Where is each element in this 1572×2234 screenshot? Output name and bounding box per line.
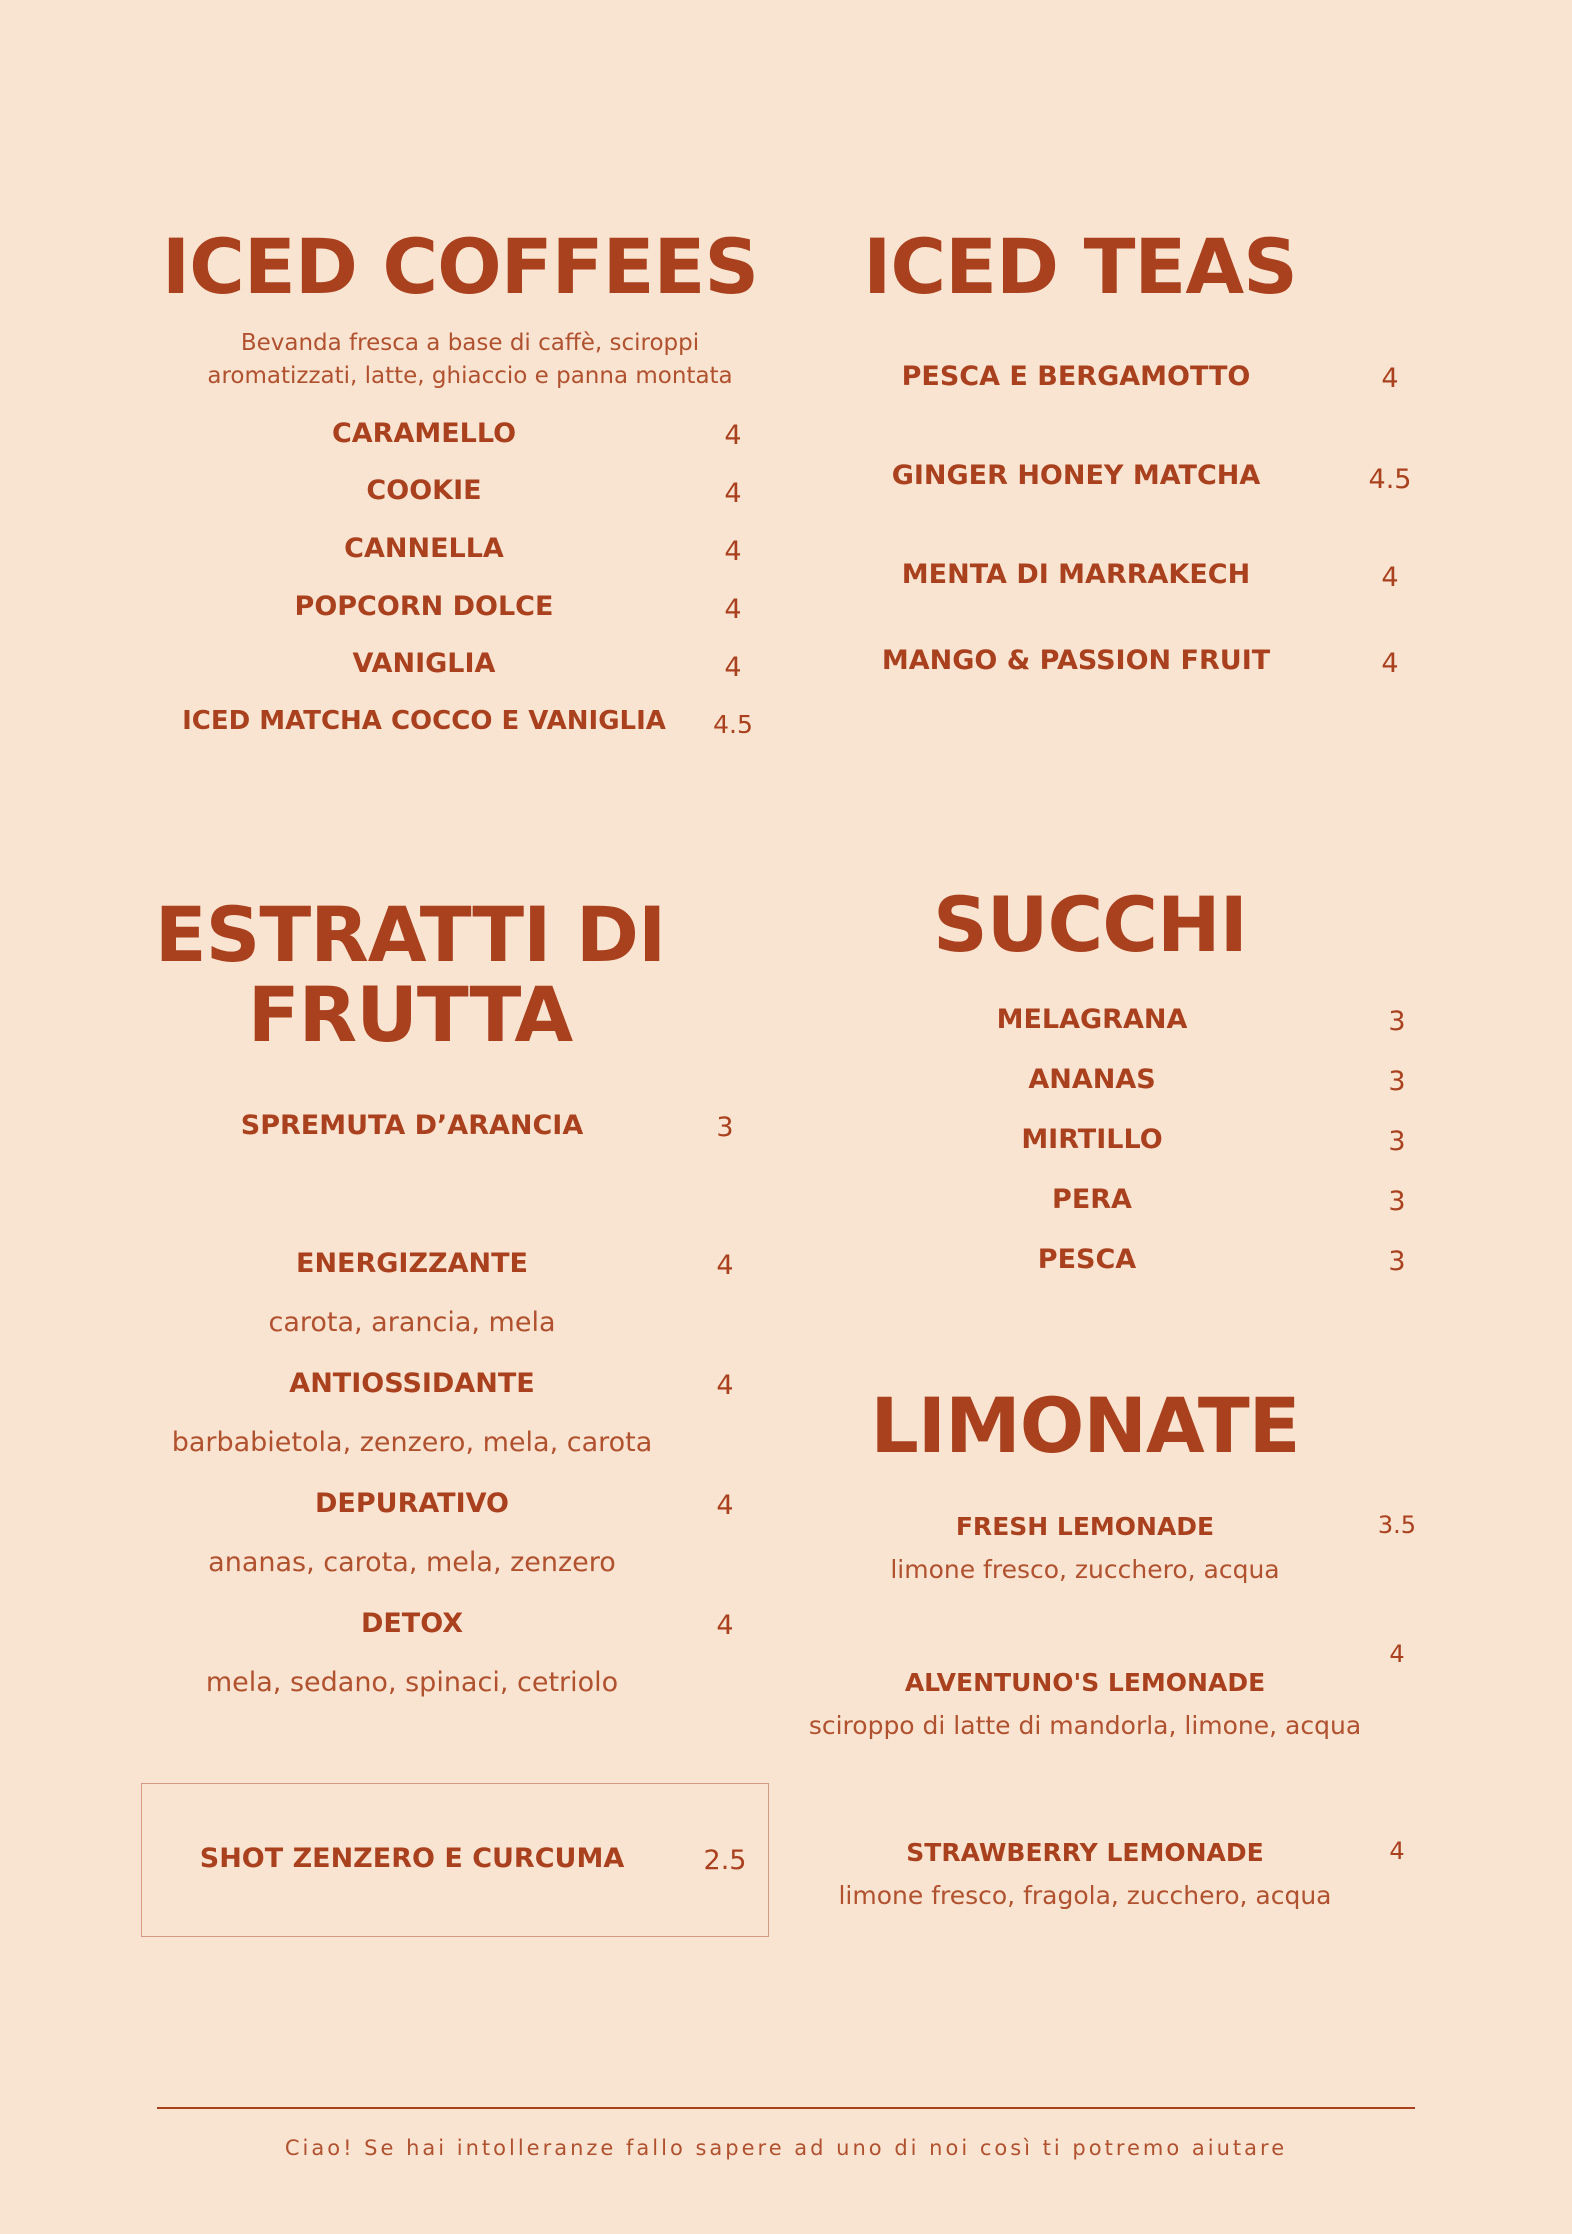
menu-item-price: 4 bbox=[724, 652, 742, 683]
menu-item-name: ANANAS bbox=[1028, 1064, 1156, 1095]
menu-item-price: 4 bbox=[1381, 648, 1399, 679]
menu-item-price: 4 bbox=[1389, 1837, 1405, 1865]
menu-item-price: 4 bbox=[1381, 562, 1399, 593]
menu-item-name: POPCORN DOLCE bbox=[294, 591, 554, 622]
menu-item-price: 4 bbox=[716, 1250, 734, 1281]
menu-item-name: MELAGRANA bbox=[996, 1004, 1188, 1035]
menu-item-price: 4 bbox=[724, 420, 742, 451]
menu-item-name: DEPURATIVO bbox=[315, 1488, 509, 1519]
menu-item-ingredients: ananas, carota, mela, zenzero bbox=[208, 1547, 616, 1578]
menu-item-name: SPREMUTA D’ARANCIA bbox=[240, 1110, 584, 1141]
menu-item-ingredients: limone fresco, zucchero, acqua bbox=[890, 1555, 1280, 1584]
menu-item-price: 4 bbox=[716, 1490, 734, 1521]
menu-item-ingredients: carota, arancia, mela bbox=[268, 1307, 556, 1338]
menu-item-price: 4 bbox=[724, 536, 742, 567]
menu-item-price: 3 bbox=[1388, 1006, 1406, 1037]
menu-item-name: CARAMELLO bbox=[331, 418, 517, 449]
menu-item-price: 3 bbox=[1388, 1246, 1406, 1277]
menu-item-price: 4 bbox=[716, 1610, 734, 1641]
menu-item-name: ICED MATCHA COCCO E VANIGLIA bbox=[182, 706, 666, 736]
footer-divider bbox=[157, 2107, 1415, 2109]
succhi-title: SUCCHI bbox=[933, 880, 1247, 969]
menu-item-price: 4 bbox=[724, 478, 742, 509]
menu-item-name: ALVENTUNO'S LEMONADE bbox=[904, 1668, 1266, 1697]
menu-item-name: VANIGLIA bbox=[352, 648, 496, 679]
estratti-title-line1: ESTRATTI DI bbox=[154, 890, 666, 979]
menu-item-name: DETOX bbox=[360, 1608, 464, 1639]
iced-coffees-title: ICED COFFEES bbox=[161, 222, 759, 311]
menu-item-name: MENTA DI MARRAKECH bbox=[901, 559, 1251, 590]
menu-item-price: 4 bbox=[724, 594, 742, 625]
iced-coffees-description: Bevanda fresca a base di caffè, sciroppi aromatizzati, latte, ghiaccio e panna montata bbox=[207, 330, 733, 389]
menu-item-name: COOKIE bbox=[366, 475, 482, 506]
menu-item-price: 4 bbox=[1389, 1640, 1405, 1668]
menu-item-name: ENERGIZZANTE bbox=[296, 1248, 528, 1279]
menu-item-name: MIRTILLO bbox=[1021, 1124, 1163, 1155]
menu-item-price: 4 bbox=[716, 1370, 734, 1401]
menu-item-price: 3 bbox=[1388, 1186, 1406, 1217]
shot-price: 2.5 bbox=[703, 1845, 747, 1876]
menu-item-name: CANNELLA bbox=[344, 533, 504, 564]
menu-item-name: PERA bbox=[1052, 1184, 1132, 1215]
menu-item-price: 4.5 bbox=[713, 710, 753, 739]
estratti-title-line2: FRUTTA bbox=[247, 970, 573, 1059]
menu-item-price: 4.5 bbox=[1368, 464, 1412, 495]
menu-item-price: 3.5 bbox=[1377, 1511, 1417, 1539]
limonate-title: LIMONATE bbox=[870, 1381, 1300, 1470]
menu-item-name: PESCA E BERGAMOTTO bbox=[901, 361, 1251, 392]
menu-item-name: ANTIOSSIDANTE bbox=[289, 1368, 535, 1399]
menu-item-price: 3 bbox=[716, 1112, 734, 1143]
menu-item-name: FRESH LEMONADE bbox=[955, 1512, 1215, 1541]
menu-item-price: 3 bbox=[1388, 1066, 1406, 1097]
menu-item-name: GINGER HONEY MATCHA bbox=[891, 460, 1261, 491]
menu-item-ingredients: limone fresco, fragola, zucchero, acqua bbox=[838, 1881, 1332, 1910]
menu-item-name: PESCA bbox=[1037, 1244, 1137, 1275]
menu-item-name: MANGO & PASSION FRUIT bbox=[881, 645, 1271, 676]
menu-item-name: STRAWBERRY LEMONADE bbox=[906, 1838, 1264, 1867]
menu-item-ingredients: sciroppo di latte di mandorla, limone, acqua bbox=[808, 1711, 1362, 1740]
menu-item-price: 4 bbox=[1381, 363, 1399, 394]
iced-teas-title: ICED TEAS bbox=[863, 222, 1297, 311]
menu-item-ingredients: barbabietola, zenzero, mela, carota bbox=[171, 1427, 653, 1458]
footer-note: Ciao! Se hai intolleranze fallo sapere ad uno di noi così ti potremo aiutare bbox=[284, 2136, 1288, 2160]
menu-item-price: 3 bbox=[1388, 1126, 1406, 1157]
menu-item-ingredients: mela, sedano, spinaci, cetriolo bbox=[205, 1667, 619, 1698]
shot-name: SHOT ZENZERO E CURCUMA bbox=[199, 1843, 625, 1874]
